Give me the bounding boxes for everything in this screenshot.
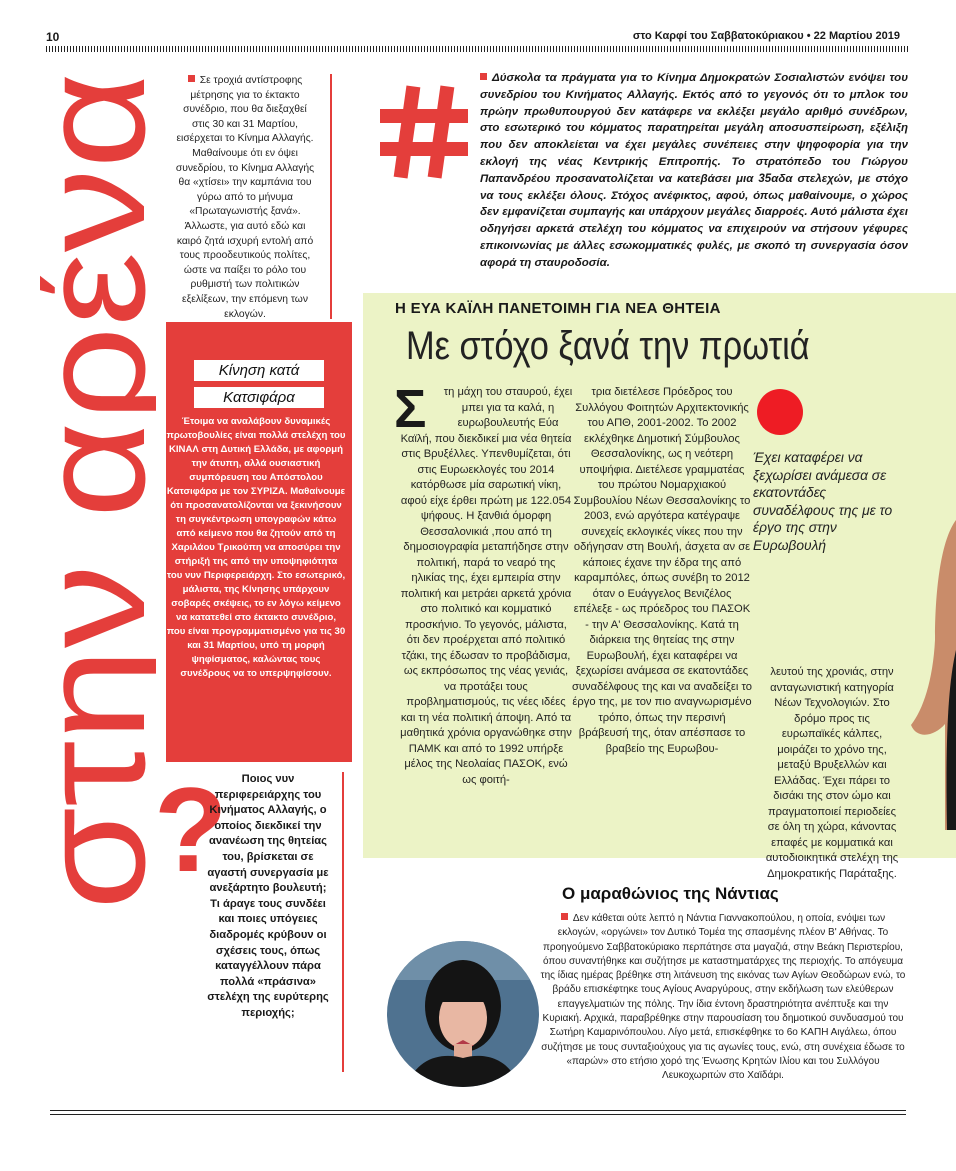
question-text: Ποιος νυν περιφερειάρχης του Κινήματος Αλλαγής, ο οποίος διεκδικεί την ανανέωση της θητείας του, βρίσκεται σε αγαστή συνεργασία με ανεξάρτητο βουλευτή; Τι άραγε τους συνδέει και ποιες υπόγειες διαδρομές κρύβουν οι σχέσεις τους, όπως καταγγέλλουν πάρα πολλά «πράσινα» στελέχη της ευρύτερης περιοχής; (207, 773, 329, 1019)
intro-column (175, 74, 315, 322)
section-title (40, 60, 156, 910)
top-story (480, 70, 908, 272)
publication-line: στο Καρφί του Σαββατοκύριακου • 22 Μαρτίου 2019 (632, 30, 900, 42)
red-dot-icon (757, 389, 803, 435)
pull-quote: Έχει καταφέρει να ξεχωρίσει ανάμεσα σε εκατοντάδες συναδέλφους της με το έργο της στην Ευρωβουλή (753, 450, 893, 553)
section-title-text: στην αρένα (40, 157, 156, 910)
nadia-story (540, 912, 906, 1084)
intro-paragraph (175, 74, 315, 147)
nadia-story-text: Δεν κάθεται ούτε λεπτό η Νάντια Γιαννακοπούλου, η οποία, ενόψει των εκλογών, «οργώνει» τον Δυτικό Τομέα της σπασμένης πλέον Β' Αθήνας. Το προηγούμενο Σαββατοκύριακο περπάτησε στα μαγαζιά, στην Βεάκη Περιστερίου, όπου συναντήθηκε και συζήτησε με καταστηματάρχες της περιοχής. Το απόγευμα της ίδιας ημέρας βρέθηκε στη λιτάνευση της εικόνας των Αγίων Θεοδώρων ενώ, το βράδυ επισκέφτηκε τους Αγίους Αναργύρους, στην εκδήλωση των ελεύθερων επαγγελματιών της πόλης. Την ίδια έντονη δραστηριότητα ανέπτυξε και την Κυριακή. Αρχικά, παραβρέθηκε στην παρουσίαση του δημοτικού συνδυασμού του Σωτήρη Καμαρινόπουλου. Λίγο μετά, επισκέφθηκε το 6ο ΚΑΠΗ Αιγάλεω, όπου συζήτησε με τους συνταξιούχους για τις αγωνίες τους, ενώ, στη συνέχεια έδωσε το «παρών» στο ετήσιο χορό της Ένωσης Κρητών Ιλίου και του Συλλόγου Λευκοχωριτών στο Χαϊδάρι. (540, 913, 906, 1082)
bottom-rule (50, 1110, 906, 1115)
feature-column-3: λευτού της χρονιάς, στην ανταγωνιστική κατηγορία Νέων Τεχνολογιών. Στο δρόμο προς τις ευρωπαϊκές κάλπες, μοιράζει το χρόνο της, μεταξύ Βρυξελλών και Ελλάδας. Έχει πάρει το δισάκι της στον ώμο και πραγματοποιεί περιοδείες σε όλη τη χώρα, κάνοντας επαφές με κομματικά και αυτοδιοικητικά στελέχη της Δημοκρατικής Παράταξης. (765, 666, 899, 880)
drop-cap-spacer (398, 385, 442, 429)
page-number: 10 (46, 30, 60, 44)
intro-bracket (330, 74, 332, 319)
hash-icon (378, 82, 470, 182)
feature-column-1 (398, 385, 574, 788)
box-title-line-2: Κατσιφάρα (194, 387, 324, 408)
section-title-svg (40, 60, 156, 910)
bullet-square-icon (480, 73, 487, 80)
feature-photo (905, 500, 956, 830)
nadia-portrait (386, 940, 540, 1088)
nadia-headline: Ο μαραθώνιος της Νάντιας (562, 884, 779, 903)
feature-headline: Με στόχο ξανά την πρωτιά (406, 324, 810, 368)
question-bracket (342, 772, 344, 1072)
feature-kicker: Η ΕΥΑ ΚΑΪΛΗ ΠΑΝΕΤΟΙΜΗ ΓΙΑ ΝΕΑ ΘΗΤΕΙΑ (395, 300, 721, 317)
feature-column-2: τρια διετέλεσε Πρόεδρος του Συλλόγου Φοιτητών Αρχιτεκτονικής του ΑΠΘ, 2001-2002. Το 2002 εκλέχθηκε Δημοτική Σύμβουλος Θεσσαλονίκης, ως η νεότερη υποψήφια. Διετέλεσε γραμματέας του πρώτου Νομαρχιακού Συμβουλίου Νέων Θεσσαλονίκης το 2003, ενώ αργότερα κατέγραψε συνεχείς εκλογικές νίκες που την οδήγησαν στη Βουλή, άσχετα αν σε κάποιες έχανε την έδρα της από καραμπόλες, όπως συνέβη το 2012 όταν ο Ευάγγελος Βενιζέλος επέλεξε - ως πρόεδρος του ΠΑΣΟΚ - την Α' Θεσσαλονίκης. Κατά τη διάρκεια της θητείας της στην Ευρωβουλή, έχει καταφέρει να ξεχωρίσει ανάμεσα σε εκατοντάδες συναδέλφους της και να αναδείξει το έργο της, με τον πιο αναγνωρισμένο τρόπο, όπως την περσινή βράβευσή της, όταν απέσπασε το βραβείο της Ευρωβου- (572, 386, 752, 755)
top-story-text: Δύσκολα τα πράγματα για το Κίνημα Δημοκρατών Σοσιαλιστών ενόψει του συνεδρίου του Κινήματος Αλλαγής. Εκτός από το γεγονός ότι το μπλοκ του πρώην πρωθυπουργού δεν κατάφερε να εκλέξει μεγάλο αριθμό συνέδρων, στο εσωτερικό του κόμματος παρατηρείται μεγάλη αποσυσπείρωση, εξέλιξη που δεν αποκλείεται να έχει μεγάλες συνέπειες στην ψηφοφορία για την εκλογή της νέας Κεντρικής Επιτροπής. Το στρατόπεδο του Γιώργου Παπανδρέου προσανατολίζεται να κατεβάσει μια 35αδα στελεχών, με στόχο να τους εκλέξει όλους. Στόχος ανέφικτος, αφού, όπως μαθαίνουμε, ο χώρος δεν εμφανίζεται συμπαγής και υπάρχουν μεγάλες διαρροές. Αυτό μάλιστα έχει οδηγήσει αρκετά στελέχη του κόμματος να επιχειρούν να στήσουν γέφυρες επικοινωνίας με άλλες εσωκομματικές φυλές, με σκοπό τη συνεργασία όσον αφορά τη σταυροδοσία. (480, 72, 908, 269)
bullet-square-icon (188, 75, 195, 82)
feature-column-1-text: τη μάχη του σταυρού, έχει μπει για τα καλά, η ευρωβουλευτής Εύα Καϊλή, που διεκδικεί μια νέα θητεία στις Βρυξέλλες. Υπενθυμίζεται, ότι στις Ευρωεκλογές του 2014 κατόρθωσε μία σαρωτική νίκη, αφού είχε έρθει πρώτη με 122.054 ψήφους. Η ξανθιά όμορφη Θεσσαλονικιά ,που από τη δημοσιογραφία μεταπήδησε στην πολιτική, παρά το νεαρό της ηλικίας της, έχει εμπειρία στην πολιτική και μετράει αρκετά χρόνια στο πολιτικό και κομματικό προσκήνιο. Το γεγονός, μάλιστα, ότι δεν προέρχεται από πολιτικό τζάκι, της έδωσαν το προβάδισμα, ως εκπρόσωπος της νέας γενιάς, να προτάξει τους προβληματισμούς, τις νέες ιδέες και τη νέα πολιτική άποψη. Από τα μαθητικά χρόνια οργανώθηκε στην ΠΑΜΚ και από το 1992 υπήρξε μέλος της Νεολαίας ΠΑΣΟΚ, ενώ ως φοιτή- (400, 386, 573, 786)
katsifaras-box (166, 322, 352, 762)
header-rule (46, 46, 910, 52)
intro-text-1: Σε τροχιά αντίστροφης μέτρησης για το έκτακτο συνέδριο, που θα διεξαχθεί στις 30 και 31 Μαρτίου, εισέρχεται το Κίνημα Αλλαγής. (176, 75, 314, 145)
box-text: Έτοιμα να αναλάβουν δυναμικές πρωτοβουλίες είναι πολλά στελέχη του ΚΙΝΑΛ στη Δυτική Ελλάδα, με αφορμή την άτυπη, αλλά ουσιαστική συμπόρευση του Απόστολου Κατσιφάρα με τον ΣΥΡΙΖΑ. Μαθαίνουμε ότι προσανατολίζονται να ξεκινήσουν τη συγκέντρωση υπογραφών κάτω από κείμενο που θα ζητούν από τη Χαριλάου Τρικούπη να αποσύρει την στήριξή της από την υποψηφιότητα του νυν Περιφερειάρχη. Στο εσωτερικό, μάλιστα, της Κίνησης υπάρχουν σοβαρές σκέψεις, το εν λόγω κείμενο να κατατεθεί στο έκτακτο συνέδριο, που είναι προγραμματισμένο για τις 30 και 31 Μαρτίου, υπό τη μορφή ψηφίσματος, καλώντας τους συνέδρους να το υπερψηφίσουν. (166, 416, 346, 679)
box-title-line-1: Κίνηση κατά (194, 360, 324, 381)
drop-cap: Σ (394, 379, 427, 439)
intro-paragraph: Μαθαίνουμε ότι εν όψει συνεδρίου, το Κίνημα Αλλαγής θα «χτίσει» την καμπάνια του γύρω από το μήνυμα «Πρωταγωνιστής ξανά». Άλλωστε, για αυτό εδώ και καιρό ζητά ισχυρή εντολή από τους προοδευτικούς πολίτες, ώστε να παίξει το ρόλο του ρυθμιστή των πολιτικών εξελίξεων, την επόμενη των εκλογών. (175, 147, 315, 320)
bullet-square-icon (561, 913, 568, 920)
question-mark-icon: ? (154, 763, 228, 897)
